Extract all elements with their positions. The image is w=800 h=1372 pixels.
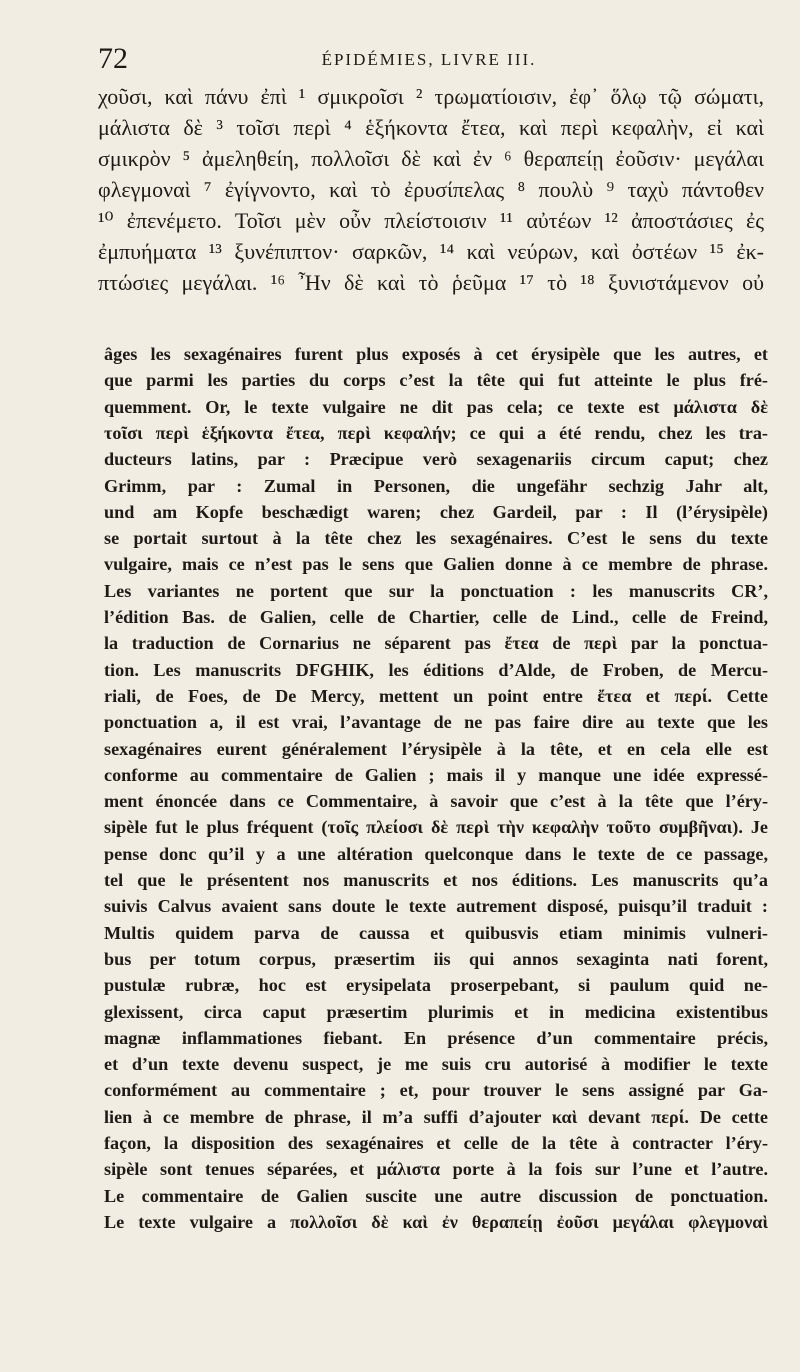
- footnote-line: und am Kopfe beschædigt waren; chez Gardeil, par : Il (l’érysipèle): [104, 501, 768, 522]
- footnote-line: tel que le présentent nos manuscrits et nos éditions. Les manuscrits qu’a: [104, 870, 768, 890]
- footnote-line: lien à ce membre de phrase, il m’a suffi d’ajouter καὶ devant περί. De cette: [104, 1106, 768, 1127]
- footnote-line: tion. Les manuscrits DFGHIK, les éditions d’Alde, de Froben, de Mercu-: [104, 659, 768, 680]
- footnote-line: la traduction de Cornarius ne séparent pas ἔτεα de περὶ par la ponctua-: [104, 633, 768, 654]
- footnote-line: riali, de Foes, de De Mercy, mettent un point entre ἔτεα et περί. Cette: [104, 685, 768, 706]
- footnote-line: Les variantes ne portent que sur la ponctuation : les manuscrits CR’,: [104, 580, 768, 601]
- footnote-line: bus per totum corpus, præsertim iis qui annos sexaginta nati forent,: [104, 948, 768, 969]
- greek-text-line: πτώσιες μεγάλαι. ¹⁶ Ἦν δὲ καὶ τὸ ῥεῦμα ¹⁷ τὸ ¹⁸ ξυνιστάμενον οὐ: [98, 270, 764, 295]
- page-number: 72: [98, 42, 128, 75]
- footnote-line: Grimm, par : Zumal in Personen, die ungefähr sechzig Jahr alt,: [104, 475, 768, 496]
- footnote-line: vulgaire, mais ce n’est pas le sens que Galien donne à ce membre de phrase.: [104, 554, 768, 575]
- footnote-line: ponctuation a, il est vrai, l’avantage de ne pas faire dire au texte que les: [104, 712, 768, 733]
- greek-text-line: φλεγμοναὶ ⁷ ἐγίγνοντο, καὶ τὸ ἐρυσίπελας ⁸ πουλὺ ⁹ ταχὺ πάντοθεν: [98, 177, 764, 202]
- running-title: ÉPIDÉMIES, LIVRE III.: [321, 50, 537, 69]
- footnote-line: façon, la disposition des sexagénaires et celle de la tête à contracter l’éry-: [104, 1133, 768, 1153]
- greek-text-line: ἐμπυήματα ¹³ ξυνέπιπτον· σαρκῶν, ¹⁴ καὶ νεύρων, καὶ ὀστέων ¹⁵ ἐκ-: [98, 239, 764, 264]
- footnote-line: Le commentaire de Galien suscite une autre discussion de ponctuation.: [104, 1185, 768, 1206]
- footnote-line: sipèle sont tenues séparées, et μάλιστα porte à la fois sur l’une et l’autre.: [104, 1159, 768, 1180]
- page-header: [98, 42, 760, 78]
- footnote-line: se portait surtout à la tête chez les sexagénaires. C’est le sens du texte: [104, 528, 768, 549]
- footnote-line: pustulæ rubræ, hoc est erysipelata proserpebant, si paulum quid ne-: [104, 975, 768, 996]
- footnote-line: glexissent, circa caput præsertim plurimis et in medicina existentibus: [104, 1001, 768, 1022]
- footnote-line: pense donc qu’il y a une altération quelconque dans le texte de ce passage,: [104, 843, 768, 864]
- footnote-line: quemment. Or, le texte vulgaire ne dit pas cela; ce texte est μάλιστα δὲ: [104, 396, 768, 417]
- footnote-line: conforme au commentaire de Galien ; mais il y manque une idée expressé-: [104, 764, 768, 785]
- footnote-line: ducteurs latins, par : Præcipue verò sexagenariis circum caput; chez: [104, 449, 768, 470]
- greek-text-line: χοῦσι, καὶ πάνυ ἐπὶ ¹ σμικροῖσι ² τρωματίοισιν, ἐφ᾽ ὅλῳ τῷ σώματι,: [98, 84, 764, 109]
- greek-text-line: σμικρὸν ⁵ ἀμεληθείη, πολλοῖσι δὲ καὶ ἐν ⁶ θεραπείῃ ἐοῦσιν· μεγάλαι: [98, 146, 764, 171]
- footnote-line: suivis Calvus avaient sans doute le texte autrement disposé, puisqu’il traduit :: [104, 896, 768, 917]
- footnote-line: âges les sexagénaires furent plus exposés à cet érysipèle que les autres, et: [104, 344, 768, 364]
- footnote-line: τοῖσι περὶ ἑξήκοντα ἔτεα, περὶ κεφαλήν; ce qui a été rendu, chez les tra-: [104, 422, 768, 443]
- footnote-line: que parmi les parties du corps c’est la tête qui fut atteinte le plus fré-: [104, 370, 768, 391]
- footnote-line: sexagénaires eurent généralement l’érysipèle à la tête, et en cela elle est: [104, 738, 768, 759]
- greek-text-line: μάλιστα δὲ ³ τοῖσι περὶ ⁴ ἑξήκοντα ἔτεα, καὶ περὶ κεφαλὴν, εἰ καὶ: [98, 115, 764, 140]
- footnote-line: Le texte vulgaire a πολλοῖσι δὲ καὶ ἐν θεραπείῃ ἐοῦσι μεγάλαι φλεγμοναὶ: [104, 1211, 768, 1232]
- footnote-line: magnæ inflammationes fiebant. En présence d’un commentaire précis,: [104, 1027, 768, 1048]
- footnote-line: et d’un texte devenu suspect, je me suis cru autorisé à modifier le texte: [104, 1054, 768, 1075]
- footnote-line: sipèle fut le plus fréquent (τοῖς πλείοσι δὲ περὶ τὴν κεφαλὴν τοῦτο συμβῆναι). Je: [104, 817, 768, 838]
- footnote-line: ment énoncée dans ce Commentaire, à savoir que c’est à la tête que l’éry-: [104, 791, 768, 812]
- footnote-line: conformément au commentaire ; et, pour trouver le sens assigné par Ga-: [104, 1080, 768, 1101]
- greek-text-line: ¹⁰ ἐπενέμετο. Τοῖσι μὲν οὖν πλείστοισιν ¹¹ αὐτέων ¹² ἀποστάσιες ἐς: [98, 208, 764, 233]
- footnote-line: l’édition Bas. de Galien, celle de Chartier, celle de Lind., celle de Freind,: [104, 607, 768, 627]
- footnote-line: Multis quidem parva de caussa et quibusvis etiam minimis vulneri-: [104, 922, 768, 943]
